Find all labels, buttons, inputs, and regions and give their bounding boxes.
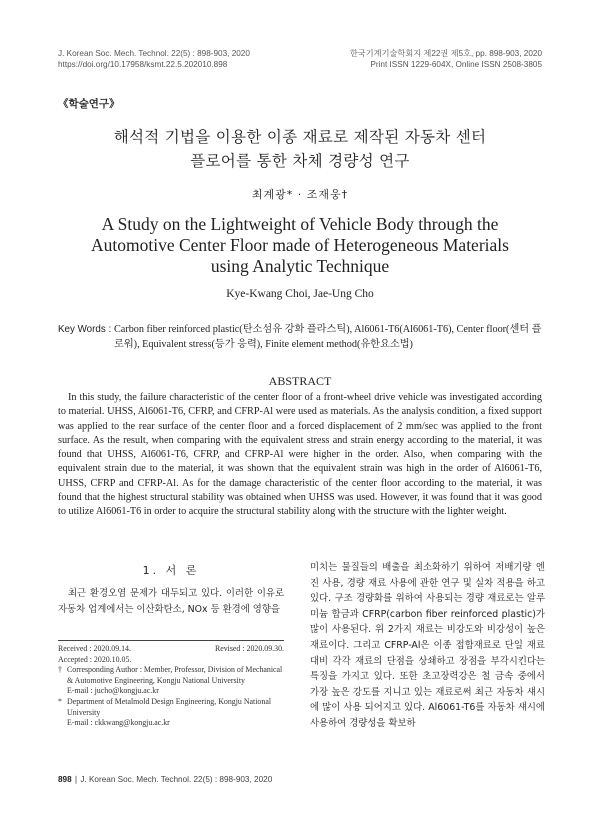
footnotes xyxy=(58,640,284,729)
issn-info: Print ISSN 1229-604X, Online ISSN 2508-3805 xyxy=(370,60,542,69)
corresponding-author: † Corresponding Author : Member, Professor, Division of Mechanical & Automotive Engineering, Kongju National University E-mail : jucho@kongju.ac.kr xyxy=(58,665,283,696)
journal-citation: J. Korean Soc. Mech. Technol. 22(5) : 898-903, 2020 xyxy=(58,49,250,58)
abstract-heading: ABSTRACT xyxy=(268,374,332,388)
doi-link[interactable]: https://doi.org/10.17958/ksmt.22.5.202010.898 xyxy=(58,60,228,69)
revised-date: Revised : 2020.09.30. xyxy=(214,644,284,653)
intro-paragraph: 최근 환경오염 문제가 대두되고 있다. 이러한 이유로 자동차 업계에서는 이산화탄소, NOx 등 환경에 영향을 xyxy=(58,588,284,615)
accepted-date: Accepted : 2020.10.05. xyxy=(58,654,132,664)
article-category: 《학술연구》 xyxy=(58,98,120,110)
right-column-text: 미치는 물질들의 배출을 최소화하기 위하여 저배기량 엔진 사용, 경량 재료 사용에 관한 연구 및 실차 적용을 하고 있다. 구조 경량화를 위하여 사용되는 경량 재료로는 알루미늄 합금과 CFRP(carbon fiber reinforced plastic)가 많이 사용된다. 위 2가지 재료는 비강도와 비강성이 높은 재료이다. 그리고 CFRP-Al은 이종 접합재료로 단일 재료 대비 각각 재료의 단점을 상쇄하고 장점을 부각시킨다는 특징을 가지고 있다. 또한 초고장력강은 철 금속 중에서 가장 높은 강도를 지니고 있는 재료로써 최근 자동차 섀시에 많이 사용 되어지고 있다. Al6061-T6를 자동차 섀시에 사용하여 경량성을 확보하 xyxy=(310,562,545,729)
keywords-text: Carbon fiber reinforced plastic(탄소섬유 강화 플라스틱), Al6061-T6(Al6061-T6), Center floor(센터 플로워), Equivalent stress(등가 응력), Finite element method(유한요소법) xyxy=(114,324,542,350)
section-heading: 1. 서 론 xyxy=(142,564,200,577)
left-column xyxy=(58,562,284,617)
keywords-label: Key Words : xyxy=(58,324,112,335)
journal-citation-kr: 한국기계기술학회지 제22권 제5호, pp. 898-903, 2020 xyxy=(349,49,542,58)
authors-english: Kye-Kwang Choi, Jae-Ung Cho xyxy=(226,288,374,300)
corresponding-email[interactable]: E-mail : jucho@kongju.ac.kr xyxy=(67,686,159,696)
coauthor-affiliation: * Department of Metalmold Design Engineering, Kongju National University E-mail : ckkwang@kongju.ac.kr xyxy=(58,697,284,729)
footer-citation: J. Korean Soc. Mech. Technol. 22(5) : 898-903, 2020 xyxy=(80,775,273,784)
abstract-text: In this study, the failure characteristic of the center floor of a front-wheel drive vehicle was investigated according to material. UHSS, Al6061-T6, CFRP, and CFRP-Al were used as materials. As the analysis condition, a fixed support was applied to the rear surface of the center floor and a forced displacement of 2 mm/sec was applied to the front surface. As the result, when comparing with the equivalent stress and strain energy according to the material, it was found that UHSS, Al6061-T6, CFRP, and CFRP-Al were higher in the order. Also, when comparing with the equivalent strain due to the material, it was shown that the equivalent strain was high in the order of Al6061-T6, UHSS, CFRP and CFRP-Al. As for the damage characteristic of the center floor according to the material, it was found that the highest structural stability was obtained when UHSS was used. However, it was found that it was good to utilize Al6061-T6 in order to acquire the structural stability along with the structure with the lighter weight. xyxy=(58,392,542,518)
page-number: 898 xyxy=(58,775,72,784)
page-footer: 898 ∥ J. Korean Soc. Mech. Technol. 22(5) : 898-903, 2020 xyxy=(58,775,273,784)
received-date: Received : 2020.09.14. xyxy=(58,644,131,653)
authors-korean: 최계광* · 조재웅† xyxy=(251,188,349,201)
title-korean: 해석적 기법을 이용한 이종 재료로 제작된 자동차 센터 플로어를 통한 차체 경량성 연구 xyxy=(113,128,487,170)
title-english: A Study on the Lightweight of Vehicle Body through the Automotive Center Floor made of Heterogeneous Materials using Analytic Technique xyxy=(91,214,509,276)
keywords xyxy=(58,322,542,352)
coauthor-email[interactable]: E-mail : ckkwang@kongju.ac.kr xyxy=(67,718,170,728)
